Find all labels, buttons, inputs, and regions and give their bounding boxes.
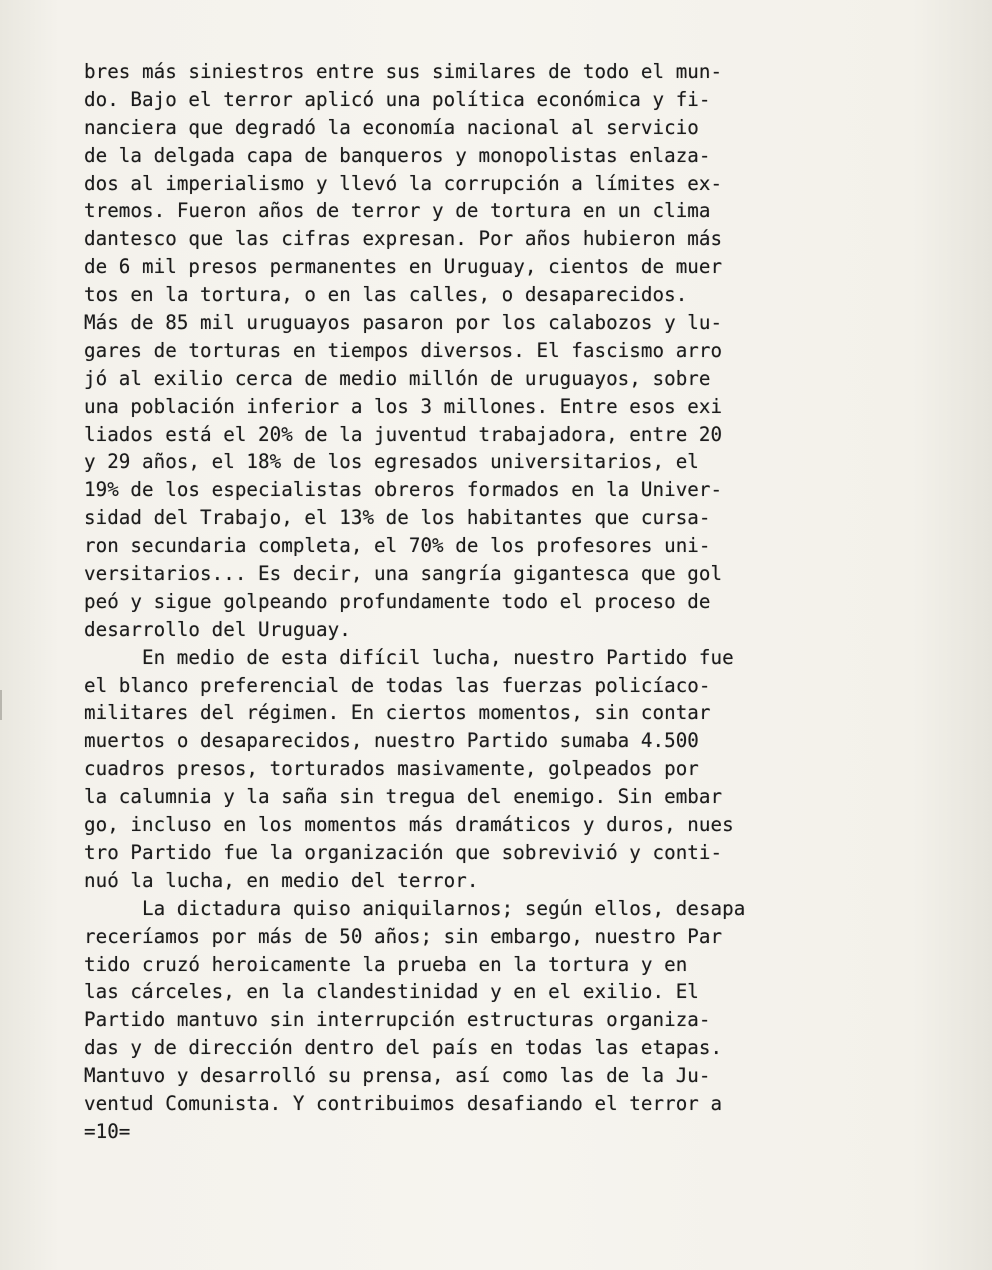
text-line: dos al imperialismo y llevó la corrupción a límites ex-	[84, 171, 723, 195]
text-line: las cárceles, en la clandestinidad y en el exilio. El	[84, 980, 699, 1004]
text-line: tos en la tortura, o en las calles, o desaparecidos.	[84, 283, 688, 307]
text-line: cuadros presos, torturados masivamente, golpeados por	[84, 757, 699, 781]
text-line: 19% de los especialistas obreros formados en la Univer-	[84, 478, 723, 502]
text-line: tro Partido fue la organización que sobrevivió y conti-	[84, 840, 723, 864]
text-line: Más de 85 mil uruguayos pasaron por los calabozos y lu-	[84, 311, 723, 335]
text-line: una población inferior a los 3 millones. Entre esos exi	[84, 394, 723, 418]
text-line: nanciera que degradó la economía nacional al servicio	[84, 115, 699, 139]
text-line: ventud Comunista. Y contribuimos desafiando el terror a	[84, 1091, 723, 1115]
page-number: =10=	[84, 1119, 131, 1143]
text-line: versitarios... Es decir, una sangría gigantesca que gol	[84, 562, 723, 586]
text-line: peó y sigue golpeando profundamente todo el proceso de	[84, 589, 711, 613]
text-line: tido cruzó heroicamente la prueba en la tortura y en	[84, 952, 688, 976]
text-line: la calumnia y la saña sin tregua del enemigo. Sin embar	[84, 785, 723, 809]
text-line-paragraph-start: En medio de esta difícil lucha, nuestro Partido fue	[142, 645, 734, 669]
text-line: dantesco que las cifras expresan. Por años hubieron más	[84, 227, 723, 251]
document-body	[84, 58, 944, 1146]
text-line: de 6 mil presos permanentes en Uruguay, cientos de muer	[84, 255, 723, 279]
text-line: y 29 años, el 18% de los egresados universitarios, el	[84, 450, 699, 474]
text-line: liados está el 20% de la juventud trabajadora, entre 20	[84, 422, 723, 446]
text-line: receríamos por más de 50 años; sin embargo, nuestro Par	[84, 924, 723, 948]
text-line: do. Bajo el terror aplicó una política económica y fi-	[84, 87, 711, 111]
page-edge-mark	[0, 690, 2, 720]
text-line: Partido mantuvo sin interrupción estructuras organiza-	[84, 1008, 711, 1032]
text-line: bres más siniestros entre sus similares de todo el mun-	[84, 60, 723, 83]
text-line: muertos o desaparecidos, nuestro Partido sumaba 4.500	[84, 729, 699, 753]
text-line: ron secundaria completa, el 70% de los profesores uni-	[84, 534, 711, 558]
text-line: Mantuvo y desarrolló su prensa, así como las de la Ju-	[84, 1064, 711, 1088]
text-line: el blanco preferencial de todas las fuerzas policíaco-	[84, 673, 711, 697]
text-line: jó al exilio cerca de medio millón de uruguayos, sobre	[84, 366, 711, 390]
text-line: desarrollo del Uruguay.	[84, 617, 351, 641]
text-line: go, incluso en los momentos más dramáticos y duros, nues	[84, 813, 734, 837]
text-line: tremos. Fueron años de terror y de tortura en un clima	[84, 199, 711, 223]
text-line: de la delgada capa de banqueros y monopolistas enlaza-	[84, 143, 711, 167]
text-line: sidad del Trabajo, el 13% de los habitantes que cursa-	[84, 506, 711, 530]
text-line: gares de torturas en tiempos diversos. El fascismo arro	[84, 338, 723, 362]
text-line: nuó la lucha, en medio del terror.	[84, 868, 479, 892]
text-line: militares del régimen. En ciertos momentos, sin contar	[84, 701, 711, 725]
text-line-paragraph-start: La dictadura quiso aniquilarnos; según ellos, desapa	[142, 896, 746, 920]
text-line: das y de dirección dentro del país en todas las etapas.	[84, 1036, 723, 1060]
